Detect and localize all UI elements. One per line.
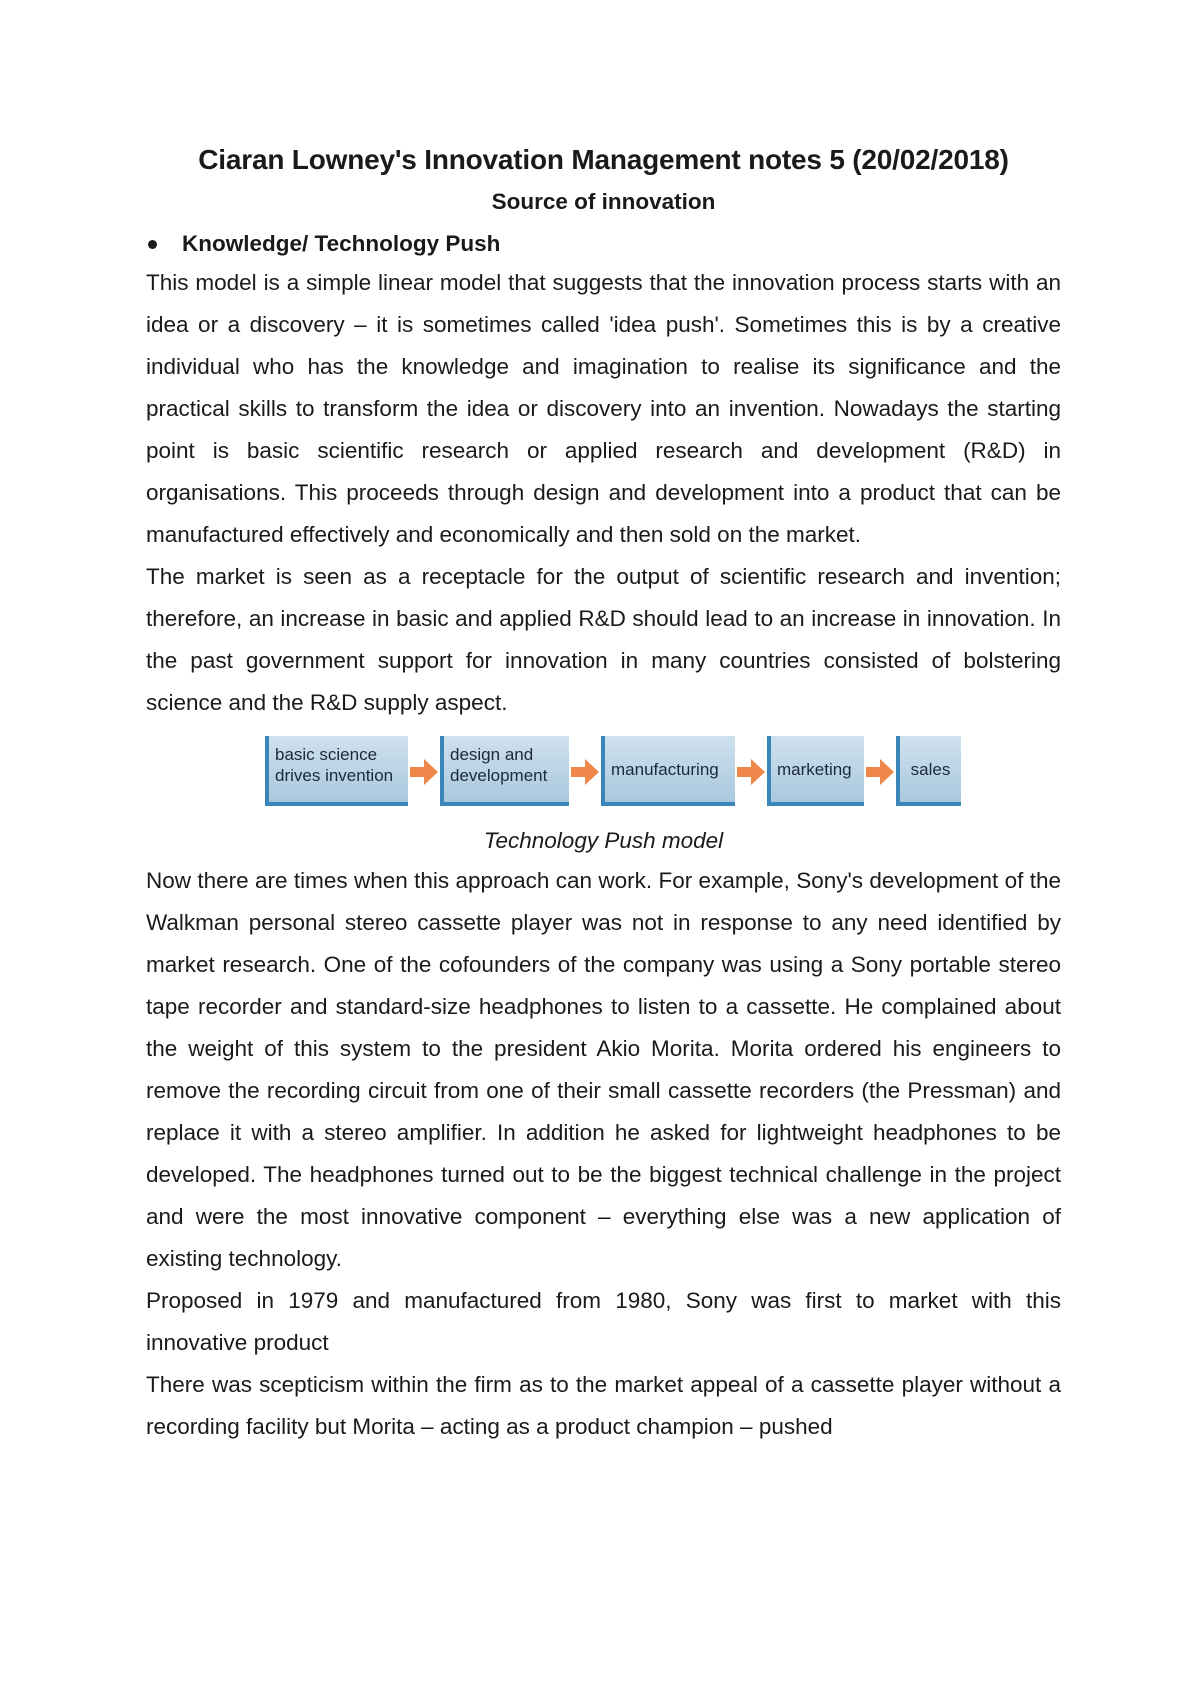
flow-step-manufacturing xyxy=(601,736,735,806)
flow-step-label: development xyxy=(450,766,548,785)
paragraph-2: The market is seen as a receptacle for the output of scientific research and invention; therefore, an increase in basic and applied R&D should lead to an increase in innovation. In the past government support for innovation in many countries consisted of bolstering science and the R&D supply aspect. xyxy=(146,564,1061,715)
arrow-right-icon xyxy=(737,759,765,785)
flow-step-marketing xyxy=(767,736,864,806)
flow-step-label: design and xyxy=(450,745,534,764)
arrow-right-icon xyxy=(866,759,894,785)
flow-step-label: marketing xyxy=(777,759,852,779)
paragraph-4: Proposed in 1979 and manufactured from 1980, Sony was first to market with this innovative product xyxy=(146,1288,1061,1355)
arrow-right-icon xyxy=(410,759,438,785)
flow-step-label: basic science xyxy=(275,745,378,764)
flow-step-sales xyxy=(896,736,961,806)
arrow-right-icon xyxy=(571,759,599,785)
technology-push-diagram xyxy=(146,730,1061,818)
flow-step-label: manufacturing xyxy=(611,759,719,779)
paragraph-3: Now there are times when this approach can work. For example, Sony's development of the Walkman personal stereo cassette player was not in response to any need identified by market research. One of the cofounders of the company was using a Sony portable stereo tape recorder and standard-size headphones to listen to a cassette. He complained about the weight of this system to the president Akio Morita. Morita ordered his engineers to remove the recording circuit from one of their small cassette recorders (the Pressman) and replace it with a stereo amplifier. In addition he asked for lightweight headphones to be developed. The headphones turned out to be the biggest technical challenge in the project and were the most innovative component – everything else was a new application of existing technology. xyxy=(146,868,1061,1271)
paragraph-1: This model is a simple linear model that suggests that the innovation process starts with an idea or a discovery – it is sometimes called 'idea push'. Sometimes this is by a creative individual who has the knowledge and imagination to realise its significance and the practical skills to transform the idea or discovery into an invention. Nowadays the starting point is basic scientific research or applied research and development (R&D) in organisations. This proceeds through design and development into a product that can be manufactured effectively and economically and then sold on the market. xyxy=(146,270,1061,547)
paragraph-5: There was scepticism within the firm as to the market appeal of a cassette player without a recording facility but Morita – acting as a product champion – pushed xyxy=(146,1372,1061,1439)
flow-step-label: sales xyxy=(910,759,951,779)
flow-step-design-development xyxy=(440,736,569,806)
section-subtitle: Source of innovation xyxy=(491,189,716,214)
flow-step-label: drives invention xyxy=(275,766,394,785)
figure-caption: Technology Push model xyxy=(483,828,724,853)
bullet-icon xyxy=(148,240,157,249)
page-title: Ciaran Lowney's Innovation Management notes 5 (20/02/2018) xyxy=(198,144,1009,175)
flow-step-basic-science xyxy=(265,736,408,806)
document-page xyxy=(146,140,1061,1448)
bullet-heading xyxy=(146,226,1061,262)
bullet-heading-text: Knowledge/ Technology Push xyxy=(182,231,501,256)
